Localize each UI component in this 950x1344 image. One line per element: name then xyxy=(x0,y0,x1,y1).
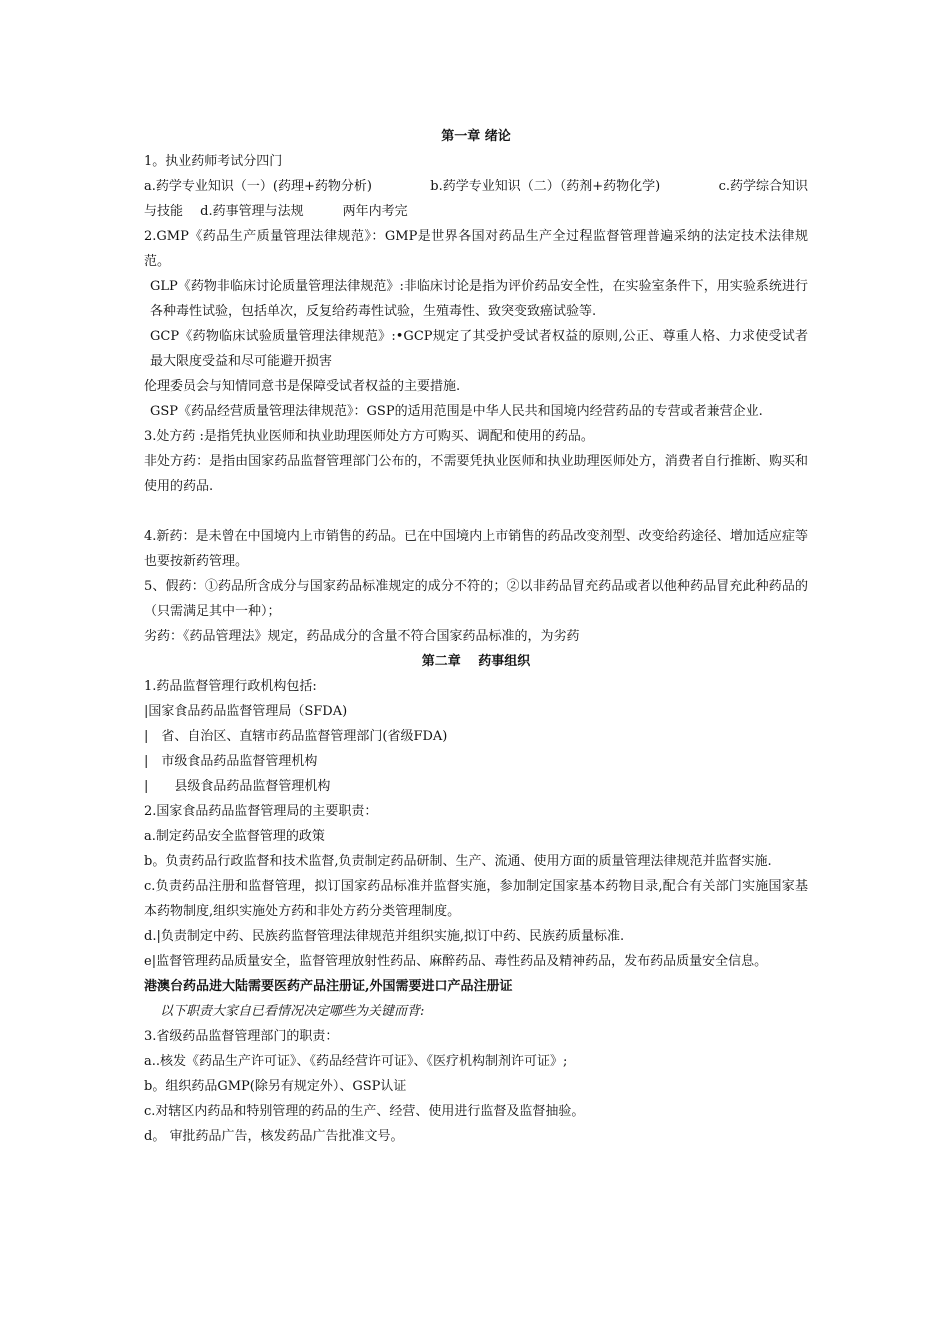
provincial-title: 3.省级药品监督管理部门的职责： xyxy=(144,1029,339,1044)
org-item-3: | 市级食品药品监督管理机构 xyxy=(144,754,318,769)
gmp-paragraph: 2.GMP《药品生产质量管理法律规范》：GMP是世界各国对药品生产全过程监督管理普遍采纳的法定技术法律规范。 xyxy=(144,229,808,269)
fake-drug-paragraph: 5、假药：①药品所含成分与国家药品标准规定的成分不符的；②以非药品冒充药品或者以他种药品冒充此种药品的（只需满足其中一种）； xyxy=(144,579,808,619)
study-hint: 以下职责大家自已看情况决定哪些为关键而背: xyxy=(160,1004,425,1019)
provincial-d: d。 审批药品广告，核发药品广告批准文号。 xyxy=(144,1129,404,1144)
duty-d: d.|负责制定中药、民族药监督管理法律规范并组织实施,拟订中药、民族药质量标准. xyxy=(144,929,625,944)
chapter-1-title: 第一章 绪论 xyxy=(441,129,511,144)
duty-b: b。负责药品行政监督和技术监督,负责制定药品研制、生产、流通、使用方面的质量管理法律规范并监督实施. xyxy=(144,854,772,869)
exam-options xyxy=(144,174,808,199)
duty-title: 2.国家食品药品监督管理局的主要职责： xyxy=(144,804,378,819)
inferior-drug-paragraph: 劣药：《药品管理法》规定，药品成分的含量不符合国家药品标准的，为劣药 xyxy=(144,629,580,644)
duty-c: c.负责药品注册和监督管理，拟订国家药品标准并监督实施，参加制定国家基本药物目录,配合有关部门实施国家基本药物制度,组织实施处方药和非处方药分类管理制度。 xyxy=(144,879,808,919)
ethics-paragraph: 伦理委员会与知情同意书是保障受试者权益的主要措施. xyxy=(144,379,461,394)
duty-a: a.制定药品安全监督管理的政策 xyxy=(144,829,325,844)
provincial-b: b。组织药品GMP(除另有规定外）、GSP认证 xyxy=(144,1079,407,1094)
gsp-paragraph: GSP《药品经营质量管理法律规范》：GSP的适用范围是中华人民共和国境内经营药品的专营或者兼营企业. xyxy=(150,404,763,419)
glp-paragraph: GLP《药物非临床讨论质量管理法律规范》:非临床讨论是指为评价药品安全性，在实验室条件下，用实验系统进行各种毒性试验，包括单次，反复给药毒性试验，生殖毒性、致突变致癌试验等. xyxy=(150,279,808,319)
org-item-1: |国家食品药品监督管理局（SFDA) xyxy=(144,704,348,719)
document-body xyxy=(144,124,808,1149)
blank-line xyxy=(144,499,808,524)
chapter-2-title: 第二章 药事组织 xyxy=(421,654,531,669)
exam-option-c: c.药学综合知识 xyxy=(718,179,808,194)
exam-title: 1。执业药师考试分四门 xyxy=(144,154,283,169)
new-drug-paragraph: 4.新药：是未曾在中国境内上市销售的药品。已在中国境内上市销售的药品改变剂型、改变给药途径、增加适应症等也要按新药管理。 xyxy=(144,529,808,569)
duty-e: e|监督管理药品质量安全，监督管理放射性药品、麻醉药品、毒性药品及精神药品，发布药品质量安全信息。 xyxy=(144,954,768,969)
org-title: 1.药品监督管理行政机构包括: xyxy=(144,679,317,694)
provincial-a: a..核发《药品生产许可证》、《药品经营许可证》、《医疗机构制剂许可证》; xyxy=(144,1054,568,1069)
exam-option-a: a.药学专业知识（一）(药理+药物分析) xyxy=(144,179,372,194)
rx-paragraph: 3.处方药 :是指凭执业医师和执业助理医师处方方可购买、调配和使用的药品。 xyxy=(144,429,594,444)
exam-option-b: b.药学专业知识（二）（药剂+药物化学) xyxy=(430,179,661,194)
otc-paragraph: 非处方药：是指由国家药品监督管理部门公布的，不需要凭执业医师和执业助理医师处方，消费者自行推断、购买和使用的药品. xyxy=(144,454,808,494)
org-item-4: | 县级食品药品监督管理机构 xyxy=(144,779,331,794)
gcp-paragraph: GCP《药物临床试验质量管理法律规范》:•GCP规定了其受护受试者权益的原则,公正、尊重人格、力求使受试者最大限度受益和尽可能避开损害 xyxy=(150,329,808,369)
exam-options-line2: 与技能 d.药事管理与法规 两年内考完 xyxy=(144,204,408,219)
org-item-2: | 省、自治区、直辖市药品监督管理部门(省级FDA) xyxy=(144,729,448,744)
registration-note: 港澳台药品进大陆需要医药产品注册证,外国需要进口产品注册证 xyxy=(144,979,513,994)
provincial-c: c.对辖区内药品和特别管理的药品的生产、经营、使用进行监督及监督抽验。 xyxy=(144,1104,585,1119)
